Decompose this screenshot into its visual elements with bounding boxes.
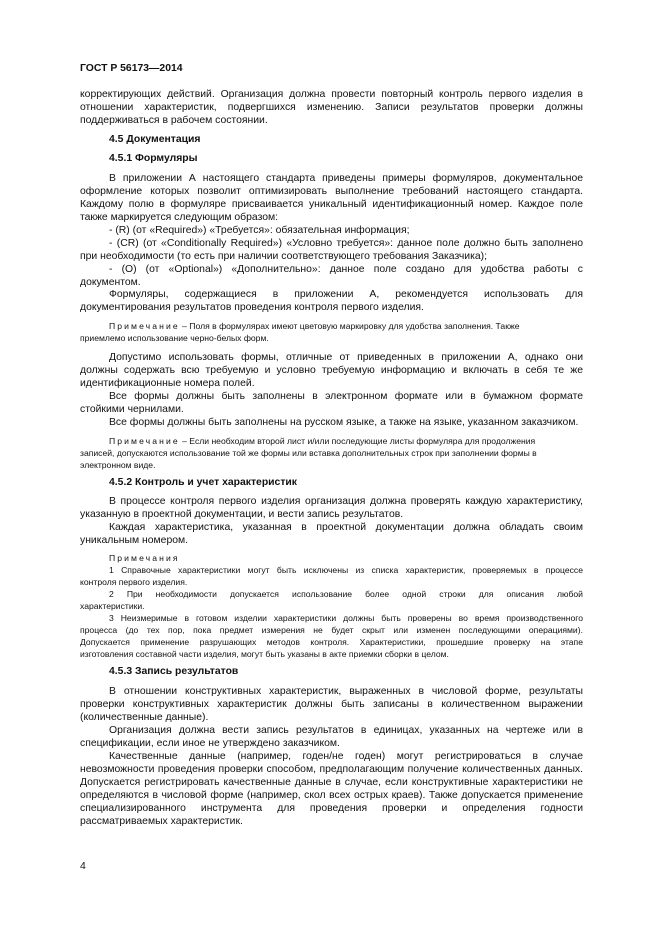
paragraph-line: В процессе контроля первого изделия организация должна проверять каждую характеристику, — [109, 496, 583, 507]
note-line: электронном виде. — [80, 460, 156, 470]
paragraph-line: оформление которых позволит оптимизировать выполнение требований настоящего стандарта. — [80, 186, 583, 197]
paragraph-line: уникальным номером. — [80, 535, 189, 546]
paragraph-line: Организация должна вести запись результатов в единицах, указанных на чертеже или в — [109, 725, 583, 736]
note-line: контроля первого изделия. — [80, 577, 188, 587]
paragraph-line: стойкими чернилами. — [80, 404, 184, 415]
paragraph-line: документом. — [80, 277, 141, 288]
document-code: ГОСТ Р 56173—2014 — [80, 63, 183, 74]
page-number: 4 — [80, 861, 86, 872]
note-text: – Если необходим второй лист и/или последующие листы формуляра для продолжения — [179, 436, 536, 446]
list-item: - (R) (от «Required») «Требуется»: обязательная информация; — [109, 225, 410, 236]
paragraph-line: Формуляры, содержащиеся в приложении А, рекомендуется использовать для — [109, 289, 583, 300]
paragraph-line: Все формы должны быть заполнены в электронном формате или в бумажном формате — [109, 391, 583, 402]
list-item: - (O) (от «Optional») «Дополнительно»: данное поле создано для удобства работы с — [109, 264, 583, 275]
paragraph-line: проверки конструктивных характеристик должны быть записаны в количественном выражении — [80, 699, 583, 710]
paragraph-line: Допускается регистрировать качественные данные в случае, если конструктивные характеристики не — [80, 777, 583, 788]
paragraph-line: рассматриваемых характеристик. — [80, 816, 243, 827]
paragraph-line: отношении характеристик, подвергшихся изменению. Записи результатов проверки должны — [80, 102, 583, 113]
paragraph-line: В приложении А настоящего стандарта приведены примеры формуляров, документальное — [109, 173, 583, 184]
paragraph-line: при необходимости (то есть при наличии соответствующего требования Заказчика); — [80, 251, 487, 262]
paragraph-line: В отношении конструктивных характеристик, выраженных в числовой форме, результаты — [109, 686, 583, 697]
note-label: Примечание — [109, 321, 180, 331]
paragraph-line: невозможности проведения проверки способом, предполагающим получение количественных данных. — [80, 764, 583, 775]
note-line: записей, допускаются использование той же формы или вставка дополнительных строк при заполнении формы в — [80, 448, 537, 458]
note-text: – Поля в формулярах имеют цветовую маркировку для удобства заполнения. Также — [179, 321, 520, 331]
paragraph-line: Качественные данные (например, годен/не годен) могут регистрироваться в случае — [109, 751, 583, 762]
note-line: изготовления составной части изделия, могут быть указаны в акте приемки сборки в целом. — [80, 649, 449, 659]
note-label: Примечание — [109, 436, 180, 446]
note-line: процесса (до тех пор, пока предмет измерения не будет скрыт или изменен последующими операциями). — [80, 625, 583, 635]
note — [109, 436, 535, 446]
section-heading-4-5-1: 4.5.1 Формуляры — [109, 153, 198, 164]
paragraph-line: Все формы должны быть заполнены на русском языке, а также на языке, указанном заказчиком. — [109, 417, 579, 428]
paragraph-line: документирования результатов проведения контроля первого изделия. — [80, 302, 424, 313]
section-heading-4-5-2: 4.5.2 Контроль и учет характеристик — [109, 477, 298, 488]
note-line: характеристики. — [80, 601, 145, 611]
paragraph-line: специализированного инструмента для проведения проверки и определения годности — [80, 803, 583, 814]
paragraph-line: должны содержать всю требуемую и условно требуемую информацию и включать в себя те же — [80, 365, 583, 376]
paragraph-line: Допустимо использовать формы, отличные от приведенных в приложении А, однако они — [109, 352, 583, 363]
paragraph-line: идентификационные номера полей. — [80, 378, 255, 389]
paragraph-line: Каждая характеристика, указанная в проектной документации должна обладать своим — [109, 522, 583, 533]
section-heading-4-5: 4.5 Документация — [109, 134, 201, 145]
paragraph-line: также маркируется следующим образом: — [80, 212, 279, 223]
note — [109, 321, 519, 331]
note-line: 1 Справочные характеристики могут быть исключены из списка характеристик, проверяемых в процессе — [109, 565, 583, 575]
paragraph-line: (количественные данные). — [80, 712, 209, 723]
note-line: 2 При необходимости допускается использование более одной строки для описания любой — [109, 589, 583, 599]
notes-label: Примечания — [109, 553, 180, 563]
paragraph-line: поддерживаться в рабочем состоянии. — [80, 115, 268, 126]
paragraph-line: Каждому полю в формуляре присваивается уникальный идентификационный номер. Каждое поле — [80, 199, 583, 210]
paragraph-line: спецификации, если иное не утверждено заказчиком. — [80, 738, 340, 749]
list-item: - (CR) (от «Conditionally Required») «Условно требуется»: данное поле должно быть заполнено — [109, 238, 583, 249]
paragraph-line: определяются в числовой форме (например, скол всех острых краев). Также допускается применение — [80, 790, 583, 801]
note-line: Допускается применение разрушающих методов контроля. Характеристики, прошедшие проверку на этапе — [80, 637, 583, 647]
section-heading-4-5-3: 4.5.3 Запись результатов — [109, 666, 239, 677]
note-line: 3 Неизмеримые в готовом изделии характеристики должны быть проверены во время производственного — [109, 613, 583, 623]
note-line: приемлемо использование черно-белых форм. — [80, 333, 269, 343]
paragraph-line: корректирующих действий. Организация должна провести повторный контроль первого изделия в — [80, 89, 583, 100]
paragraph-line: указанную в проектной документации, и вести запись результатов. — [80, 509, 404, 520]
